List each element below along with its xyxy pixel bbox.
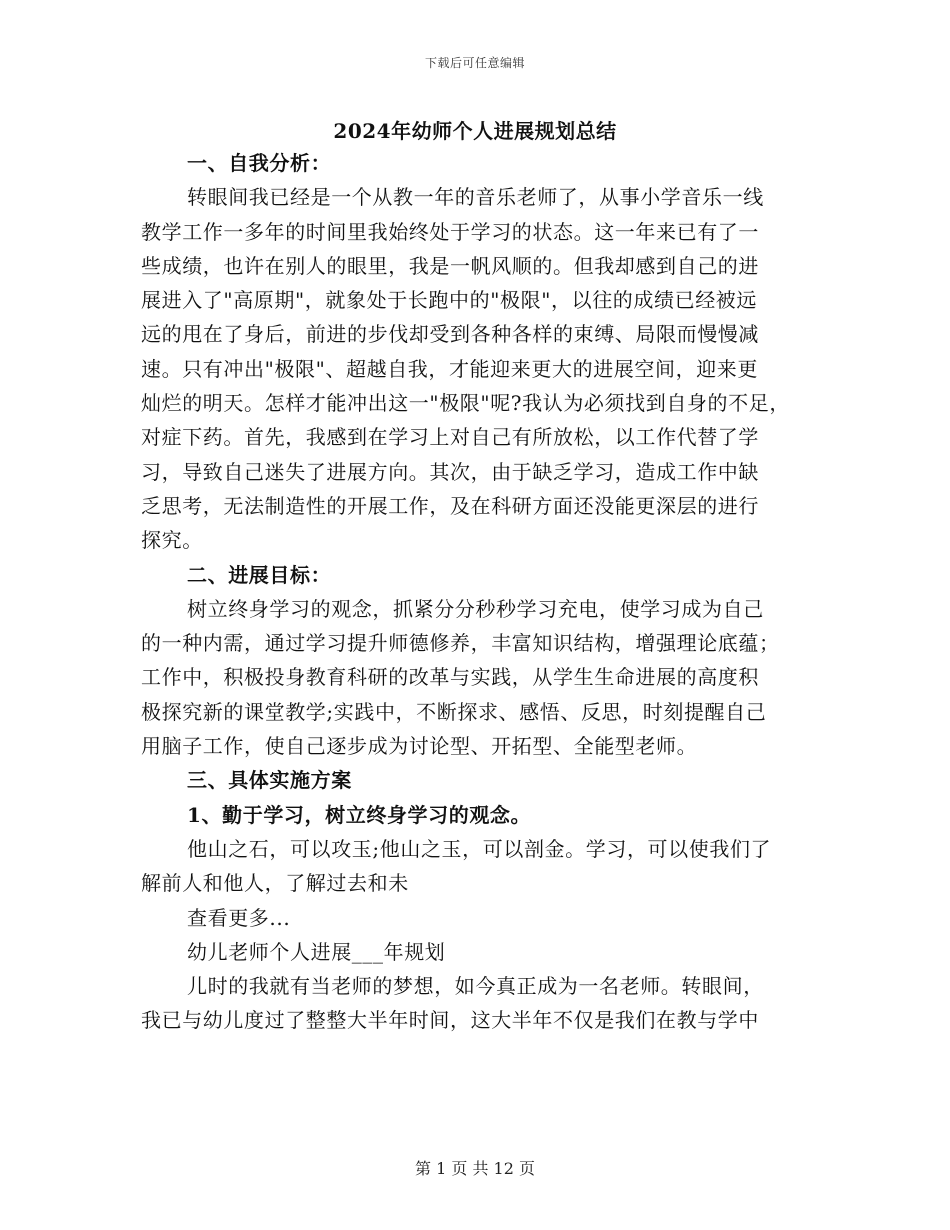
paragraph-line: 对症下药。首先，我感到在学习上对自己有所放松，以工作代替了学 — [141, 425, 759, 450]
paragraph-line: 用脑子工作，使自己逐步成为讨论型、开拓型、全能型老师。 — [141, 734, 698, 759]
section-1-heading: 一、自我分析： — [187, 151, 332, 175]
paragraph-line: 灿烂的明天。怎样才能冲出这一"极限"呢?我认为必须找到自身的不足， — [141, 391, 790, 416]
paragraph-line: 解前人和他人，了解过去和未 — [141, 871, 409, 896]
paragraph-line: 的一种内需，通过学习提升师德修养，丰富知识结构，增强理论底蕴； — [141, 631, 780, 656]
paragraph-line: 他山之石，可以攻玉;他山之玉，可以剖金。学习，可以使我们了 — [187, 836, 772, 861]
paragraph-line: 远的甩在了身后，前进的步伐却受到各种各样的束缚、局限而慢慢减 — [141, 322, 759, 347]
paragraph-line: 儿时的我就有当老师的梦想，如今真正成为一名老师。转眼间， — [187, 974, 764, 999]
page-header: 下载后可任意编辑 — [424, 56, 525, 70]
paragraph-line: 工作中，积极投身教育科研的改革与实践，从学生生命进展的高度积 — [141, 665, 759, 690]
paragraph-line: 习，导致自己迷失了进展方向。其次，由于缺乏学习，造成工作中缺 — [141, 459, 759, 484]
paragraph-line: 教学工作一多年的时间里我始终处于学习的状态。这一年来已有了一 — [141, 219, 759, 244]
next-article-title: 幼儿老师个人进展___年规划 — [187, 939, 446, 964]
document-body — [141, 146, 821, 1038]
section-3-heading: 三、具体实施方案 — [187, 768, 352, 793]
document-title: 2024年幼师个人进展规划总结 — [333, 119, 617, 143]
view-more-link[interactable]: 查看更多... — [187, 905, 291, 930]
paragraph-line: 极探究新的课堂教学;实践中，不断探求、感悟、反思，时刻提醒自己 — [141, 699, 767, 724]
paragraph-line: 树立终身学习的观念，抓紧分分秒秒学习充电，使学习成为自己 — [187, 596, 764, 621]
section-2-heading: 二、进展目标： — [187, 562, 332, 587]
paragraph-line: 我已与幼儿度过了整整大半年时间，这大半年不仅是我们在教与学中 — [141, 1008, 759, 1033]
section-3-subheading: 1、勤于学习，树立终身学习的观念。 — [187, 802, 532, 827]
paragraph-line: 乏思考，无法制造性的开展工作，及在科研方面还没能更深层的进行 — [141, 493, 759, 518]
paragraph-line: 转眼间我已经是一个从教一年的音乐老师了，从事小学音乐一线 — [187, 185, 764, 210]
paragraph-line: 探究。 — [141, 528, 203, 553]
paragraph-line: 速。只有冲出"极限"、超越自我，才能迎来更大的进展空间，迎来更 — [141, 356, 758, 381]
paragraph-line: 些成绩，也许在别人的眼里，我是一帆风顺的。但我却感到自己的进 — [141, 253, 759, 278]
page-number: 第 1 页 共 12 页 — [415, 1159, 535, 1178]
paragraph-line: 展进入了"高原期"，就象处于长跑中的"极限"，以往的成绩已经被远 — [141, 288, 757, 313]
